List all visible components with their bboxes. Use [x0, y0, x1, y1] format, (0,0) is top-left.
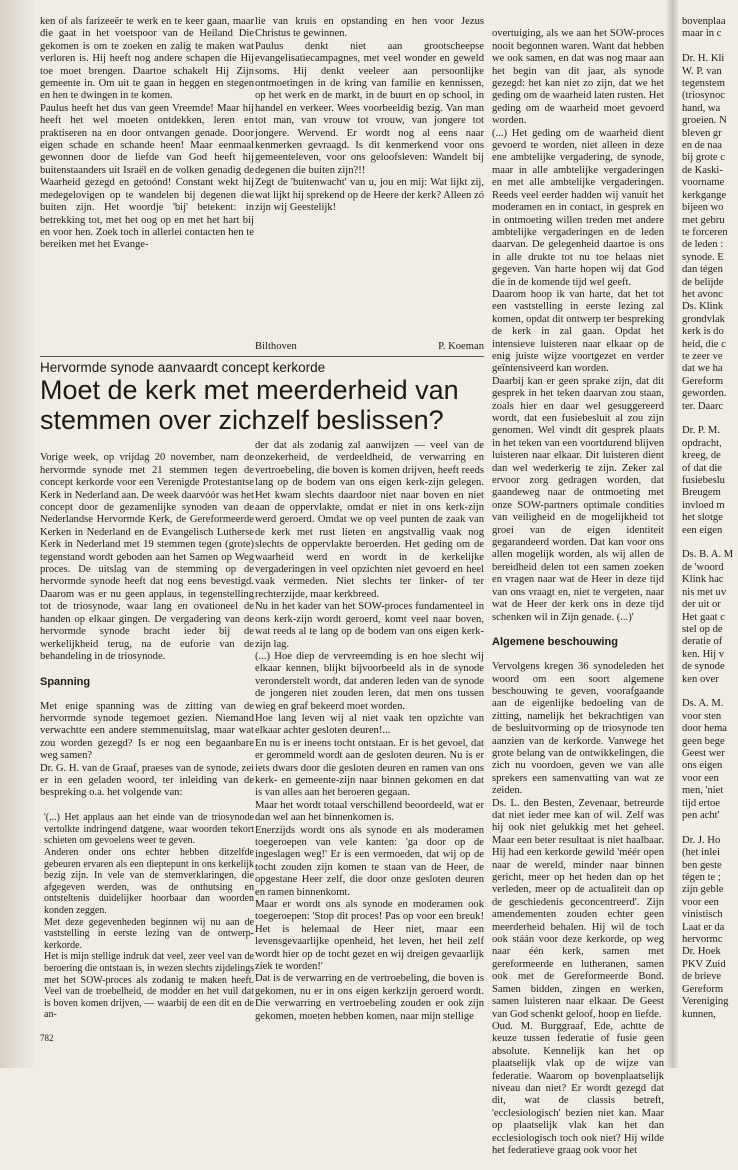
next-page-edge-text: bovenplaa maar in c Dr. H. Kli W. P. van tegenstem (triosynoc hand, wa groeien. N bleven gr en de naa bij grote c de Kaski- voorname kerkgange bijeen wo met gebru te forceren de leden : synode. E dan tégen de belijde het avonc Ds. Klink grondvlak kerk is do heid, die c te zeer ve dat we ha Gereform geworden. ter. Daarc Dr. P. M. opdracht, kreeg, de of dat die fusiebeslu Breugem invloed m het slotge een eigen Ds. B. A. M de 'woord Klink hac nis met uv der uit or Het gaat c stel op de deratie of ken. Hij v de synode ken over Ds. A. M. voor sten door hema geen bege Geest wer ons eigen voor een men, 'niet tijd ertoe pen acht' Dr. J. Ho (het inlei ben geste tégen te ; zijn geble voor een vinistisch Laat er da hervormc Dr. Hoek PKV Zuid de brieve Gereform Vereniging kunnen,	[682, 16, 734, 1020]
section-heading-algemene-beschouwing: Algemene beschouwing	[492, 636, 618, 649]
article-title: Moet de kerk met meerderheid van stemmen over zichzelf beslissen?	[40, 375, 459, 435]
article-column-2: der dat als zodanig zal aanwijzen — veel van de onzekerheid, de verdeeldheid, de verwarring en vertroebeling, die boven is komen drijven, heeft reeds lang op de bodem van ons eigen kerk-zijn gelegen. Het kwam slechts daardoor niet naar boven en niet aan de oppervlakte, omdat er niet in ons kerk-zijn werd geroerd. Omdat we op veel punten de zaak van de kerk met rust lieten en angstvallig vaak nog slechts de oppervlakte beroerden. Het geding om de waarheid werd en wordt in de kerkelijke vergaderingen in veel opzichten niet gevoerd en heel vaak vermeden. Niet slechts ter linker- of ter rechterzijde, maar kerkbreed. Nu in het kader van het SOW-proces fundamenteel in ons kerk-zijn wordt geroerd, komt veel naar boven, wat reeds al te lang op de bodem van ons eigen kerk-zijn lag. (...) Hoe diep de vervreemding is en hoe slecht wij elkaar kennen, blijkt bijvoorbeeld als in de synode veronderstelt wordt, dat anderen leden van de synode de jongeren niet zouden leren, dat men ons tussen wieg en graf bekeerd moet worden. Hoe lang leven wij al niet vaak ten opzichte van elkaar achter gesloten deuren!... En nu is er ineens tocht ontstaan. Er is het gevoel, dat er gerommeld wordt aan de gesloten deuren. Nu is er iets dwars door die gesloten deuren en ramen van ons kerk- en gemeente-zijn naar binnen gekomen en dat is van alles aan het beroeren gegaan. Maar het wordt totaal verschillend beoordeeld, wat er dan wel aan het binnenkomen is. Enerzijds wordt ons als synode en als moderamen toegeroepen van vele kanten: 'ga door op de ingeslagen weg!' Er is een vermoeden, dat wij op de tocht zouden zijn komen te staan van de Heer, de opgestane Heer zelf, die door onze gesloten deuren en ramen binnenkomt. Maar er wordt ons als synode en moderamen ook toegeroepen: 'Stop dit proces! Pas op voor een breuk! Het is helemaal de Heer niet, maar een levensgevaarlijke openheid, het leven, het heil zelf wordt hier op de tocht gezet en wij dreigen gevaarlijk ziek te worden!' Dat is de verwarring en de vertroebeling, die boven is gekomen, nu er in ons eigen kerkzijn geroerd wordt. Die verwarring en vertroebeling zouden er ook zijn gekomen, moeten hebben komen, naar mijn stellige	[255, 440, 484, 1022]
prev-article-column-2: lie van kruis en opstanding en hen voor Jezus Christus te gewinnen. Paulus denkt niet aan grootscheepse evangelisatiecampagnes, met veel wonder en geweld soms. Hij denkt veeleer aan persoonlijke ontmoetingen in de kring van familie en kennissen, op het werk en de markt, in de buurt en op school, in handel en verkeer. Wees voorbeeldig bezig. Van man tot man, van vrouw tot vrouw, van jongere tot jongere. Wervend. Er wordt nog al eens naar kenmerken gevraagd. Is dit kenmerkend voor ons gemeenteleven, voor ons geloofsleven: Wandelt bij degenen die buiten zijn?!! Zegt de 'buitenwacht' van u, jou en mij: Wat lijkt zij, wat lijkt hij sprekend op de Heere der kerk? Alleen zó zijn wij Geestelijk!	[255, 16, 484, 214]
article-col3-top: overtuiging, als we aan het SOW-proces nooit begonnen waren. Want dat hebben we ook samen, en dat was nog maar aan het begin van dit jaar, als synode gezegd: het kan niet zo zijn, dat we het geding om de waarheid laten rusten. Het geding om de waarheid moet gevoerd worden. (...) Het geding om de waarheid dient gevoerd te worden, niet alleen in deze ene ambtelijke vergadering, de synode, maar in alle ambtelijke vergaderingen en met alle ambtelijke vergaderingen. Reeds veel eerder hadden wij vanuit het moderamen en in contact, in gesprek en in ontmoeting willen treden met andere ambtelijke vergaderingen en de leden daarvan. De gelegenheid daartoe is ons in alle drukte tot nu toe helaas niet gegeven. Van harte hopen wij dat God die in de komende tijd wel geeft. Daarom hoop ik van harte, dat het tot een vaststelling in eerste lezing zal komen, opdat dit ontwerp ter bespreking de kerk in zal gaan. Opdat het intensieve luisteren naar elkaar op de enig juiste wijze voortgezet en verder geïntensiveerd kan worden. Daarbij kan er geen sprake zijn, dat dit gesprek in het teken daarvan zou staan, zoals hier en daar wel gesuggereerd wordt, dat een fusiebesluit al zou zijn genomen. Wel vindt dit gesprek plaats in het teken van een voortdurend blijven luisteren naar elkaar. Dit luisteren dient dan wel wederkerig te zijn. Zeker zal ervoor zorg gedragen worden, dat gaandeweg naar de ontmoeting met onze SOW-partners optimale condities van veiligheid en de mogelijkheid tot groei van de eigen identiteit gegarandeerd worden. Dat kan voor ons allen mogelijk worden, als wij allen de bereidheid delen tot een samen zoeken en vragen naar wat de Heer in deze tijd van ons vraagt en, niet te vergeten, naar wat de Heer der kerk ons in deze tijd schenken wil in Zijn genade. (...)'	[492, 28, 664, 623]
page-spine-fold	[666, 0, 678, 1068]
signature-author: P. Koeman	[438, 341, 484, 352]
section-heading-spanning: Spanning	[40, 675, 91, 688]
article-column-3	[492, 16, 664, 1156]
prev-article-column-1: ken of als farizeeër te werk en te keer gaan, maar die gaat in het voetspoor van de Heiland Die gekomen is om te zoeken en zalig te maken wat verloren is. Hij heeft nog andere schapen die Hij toe moet brengen. Daartoe schakelt Hij Zijn gemeente in. Om uit te gaan in heggen en stegen en hen te dwingen in te komen. Paulus heeft het dus van geen Vreemde! Maar hij heeft het wel moeten ontdekken, leren en praktiseren na en door ontvangen genade. Door eigen schade en schande heen! Maar eenmaal gewonnen door de liefde van God heeft hij buitenstaanders uit Israël en de volken genadig de Waarheid gezegd en getoónd! Constant wekt hij medegelovigen op te wandelen bij degenen die buiten zijn. Het woordje 'bij' betekent: in betrekking tot, met het oog op en met het hart bij en voor hen. Zoek toch in allerlei contacten hen te bereiken met het Evange-	[40, 16, 254, 251]
article-intro: Vorige week, op vrijdag 20 november, nam de hervormde synode met 21 stemmen tegen de concept kerkorde voor een Verenigde Protestantse Kerk in Nederland aan. De week daarvóór was het concept door de gezamenlijke synoden van de Nederlandse Hervormde Kerk, de Gereformeerde Kerken in Nederland en de Evangelisch Lutherse Kerk in Nederland met 19 stemmen tegen (grote) tegenstand wordt geboden aan het Samen op Weg proces. De uitslag van de stemming op de hervormde synode heeft dat nog eens bevestigd. Daarom was er nu geen applaus, in tegenstelling tot de triosynode, waar lang en ovationeel de handen op elkaar gingen. De vergadering van de hervormde synode bracht ieder bij de werkelijkheid terug, na de euforie van de behandeling in de triosynode.	[40, 452, 254, 662]
prev-article-signature	[255, 341, 484, 352]
article-col1-body: Met enige spanning was de zitting van de hervormde synode tegemoet gezien. Niemand verwachtte een andere stemmenuitslag, maar wat zou worden gezegd? Is er nog een begaanbare weg samen? Dr. G. H. van de Graaf, praeses van de synode, zei er in een geladen woord, ter inleiding van de bespreking o.a. het volgende van:	[40, 700, 254, 799]
article-kicker: Hervormde synode aanvaardt concept kerkorde	[40, 360, 326, 375]
article-col3-body: Vervolgens kregen 36 synodeleden het woord om een soort algemene beschouwing te geven, voorafgaande aan de eigenlijke bedoeling van de zitting, namelijk het bekrachtigen van de besluitvorming op de triosynode ten aanzien van de kerkorde. Vanwege het grote belang van de ontwikkelingen, die zich nu voordoen, geven we van alle sprekers een samenvatting van wat ze zeiden. Ds. L. den Besten, Zevenaar, betreurde dat niet ieder mee kan of wil. Zelf was hij ook niet gelukkig met het geheel. Maar een beter resultaat is niet haalbaar. Hij had een kerkorde gewild 'méér open naar de wereld, minder naar binnen gericht, meer op het heden dan op het verleden, meer op de actualiteit dan op de geschiedenis geconcentreerd'. Zijn amendementen zouden echter geen meerderheid behalen. Hij wil de toch ook stáán voor deze kerkorde, op weg naar één kerk, samen met gereformeerde en lutheranen, samen ook met de Gereformeerde Bond. Samen bidden, zingen en werken, samen luisteren naar elkaar. De Geest van God schenkt geloof, hoop en liefde. Oud. M. Burggraaf, Ede, achtte de keuze tussen federatie of fusie geen absolute. Kennelijk kan het op plaatselijk vlak op de wijze van federatie. Waarom op bovenplaatselijk niveau dan niet? Er wordt gezegd dat dit, wat de classis betreft, 'ecclesiologisch' bezien niet kan. Maar op plaatselijk vlak kan het dan ecclesiologisch toch ook niet? Hij wilde het federatieve graag ook voor het	[492, 661, 664, 1156]
page-number: 782	[40, 1033, 54, 1043]
article-divider	[40, 356, 484, 357]
signature-place: Bilthoven	[255, 341, 297, 352]
praeses-quote: '(...) Het applaus aan het einde van de triosynode vertolkte indringend datgene, waar woorden tekort schieten om gevoelens weer te geven. Anderen onder ons echter hebben ditzelfde gebeuren ervaren als een dieptepunt in ons kerkelijk bezig zijn. In vele van de stemverklaringen, die afgegeven werden, was de onthutsing en ontsteltenis duidelijker hoorbaar dan woorden konden zeggen. Met deze gegevenheden beginnen wij nu aan de vaststelling in eerste lezing van de ontwerp-kerkorde. Het is mijn stellige indruk dat veel, zeer veel van de beroering die ontstaan is, in wezen slechts zijdelings met het SOW-proces als zodanig te maken heeft. Veel van de troebelheid, de modder en het vuil dat is boven komen drijven, — waarbij de een dit en de an-	[44, 812, 254, 1021]
page-gutter-shadow	[0, 0, 34, 1068]
article-column-1	[40, 440, 254, 1030]
